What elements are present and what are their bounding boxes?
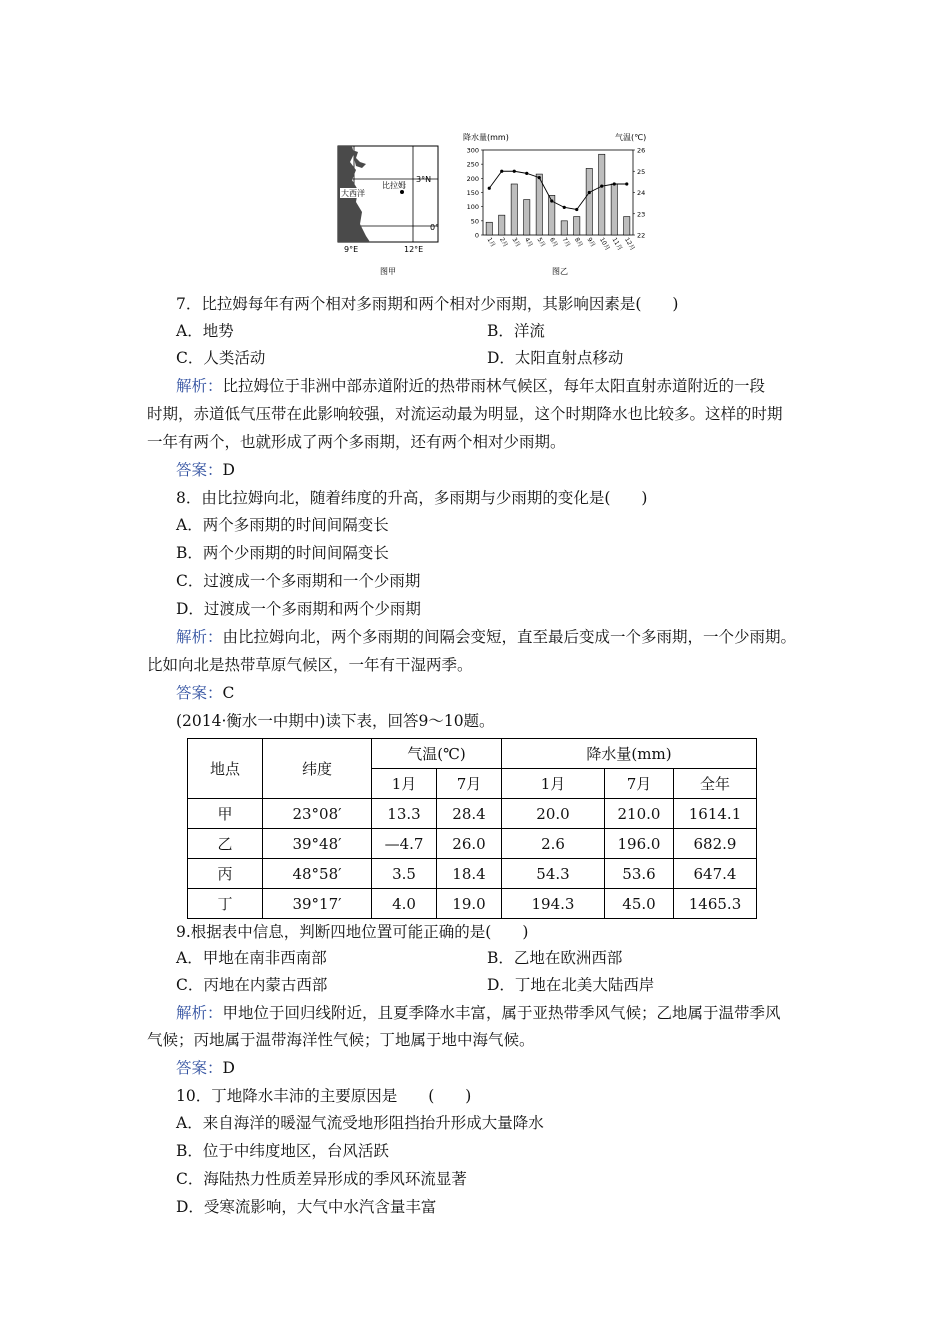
q8-answer: 答案：C — [176, 684, 235, 702]
chart-left-axis-title: 降水量(mm) — [463, 133, 509, 142]
month-tick-label: 7月 — [560, 236, 572, 249]
precip-bar — [536, 174, 542, 235]
month-tick-label: 6月 — [548, 236, 559, 249]
temperature-point — [588, 191, 591, 194]
temperature-point — [538, 176, 541, 179]
city-label: 比拉姆 — [382, 181, 406, 190]
left-tick-label: 50 — [470, 217, 479, 226]
precip-bar — [574, 217, 580, 235]
table-row: 丙 48°58′ 3.5 18.4 54.3 53.6 647.4 — [188, 859, 757, 889]
q7-answer: 答案：D — [176, 461, 235, 479]
q8-explanation-label: 解析： — [176, 628, 223, 646]
left-tick-label: 250 — [466, 160, 479, 169]
table-row: 乙 39°48′ —4.7 26.0 2.6 196.0 682.9 — [188, 829, 757, 859]
right-tick-label: 23 — [637, 210, 646, 219]
chart-plot-frame — [483, 150, 633, 235]
q9-stem: 9.根据表中信息，判断四地位置可能正确的是( ) — [176, 923, 529, 941]
q8-option-a: A．两个多雨期的时间间隔变长 — [176, 516, 389, 534]
q7-stem: 7．比拉姆每年有两个相对多雨期和两个相对少雨期，其影响因素是( ) — [176, 295, 679, 313]
q8-option-b: B．两个少雨期的时间间隔变长 — [176, 544, 389, 562]
chart-caption: 图乙 — [552, 267, 568, 276]
right-tick-label: 22 — [637, 231, 646, 240]
q9-answer: 答案：D — [176, 1059, 235, 1077]
header-precipitation: 降水量(mm) — [502, 739, 757, 769]
chart-right-axis-title: 气温(℃) — [615, 133, 647, 142]
header-temp-jan: 1月 — [372, 769, 437, 799]
header-temp-jul: 7月 — [437, 769, 502, 799]
temperature-point — [613, 182, 616, 185]
q8-stem: 8．由比拉姆向北，随着纬度的升高，多雨期与少雨期的变化是( ) — [176, 489, 648, 507]
temperature-point — [525, 172, 528, 175]
q7-explanation-label: 解析： — [176, 377, 223, 395]
right-tick-label: 25 — [637, 167, 646, 176]
q8-explanation-line-2: 比如向北是热带草原气候区，一年有干湿两季。 — [147, 656, 473, 674]
ocean-label: 大西洋 — [341, 189, 365, 198]
header-latitude: 纬度 — [263, 739, 372, 799]
q10-option-b: B．位于中纬度地区，台风活跃 — [176, 1142, 389, 1160]
temperature-point — [550, 199, 553, 202]
temperature-point — [575, 208, 578, 211]
precip-bar — [586, 168, 592, 235]
q7-explanation-line-3: 一年有两个，也就形成了两个多雨期，还有两个相对少雨期。 — [147, 433, 566, 451]
table-intro: (2014·衡水一中期中)读下表，回答9～10题。 — [176, 712, 495, 730]
left-tick-label: 100 — [466, 203, 479, 212]
temperature-point — [513, 170, 516, 173]
header-precip-jan: 1月 — [502, 769, 605, 799]
q9-explanation-line-1: 解析：甲地位于回归线附近，且夏季降水丰富，属于亚热带季风气候；乙地属于温带季风 — [176, 1004, 781, 1022]
q7-option-c: C．人类活动 — [176, 349, 266, 367]
precip-bar — [486, 222, 492, 235]
q9-explanation-label: 解析： — [176, 1004, 223, 1022]
temperature-point — [563, 206, 566, 209]
header-precip-jul: 7月 — [605, 769, 674, 799]
precip-bar — [561, 221, 567, 235]
precip-bar — [524, 200, 530, 235]
city-marker — [400, 190, 404, 194]
q8-option-c: C．过渡成一个多雨期和一个少雨期 — [176, 572, 421, 590]
temperature-point — [625, 182, 628, 185]
month-tick-label: 2月 — [498, 236, 509, 249]
q8-option-d: D．过渡成一个多雨期和两个少雨期 — [176, 600, 421, 618]
left-tick-label: 200 — [466, 174, 479, 183]
climate-chart — [455, 130, 665, 280]
q9-option-b: B．乙地在欧洲西部 — [487, 949, 623, 967]
q8-explanation-line-1: 解析：由比拉姆向北，两个多雨期的间隔会变短，直至最后变成一个多雨期，一个少雨期。 — [176, 628, 797, 646]
table-row: 丁 39°17′ 4.0 19.0 194.3 45.0 1465.3 — [188, 889, 757, 919]
temperature-point — [600, 185, 603, 188]
map-figure — [330, 140, 445, 280]
month-tick-label: 10月 — [598, 236, 611, 252]
q7-option-d: D．太阳直射点移动 — [487, 349, 624, 367]
lat-3n-label: 3°N — [416, 175, 432, 184]
q9-answer-label: 答案： — [176, 1059, 223, 1077]
map-caption: 图甲 — [380, 267, 396, 276]
q8-answer-label: 答案： — [176, 684, 223, 702]
q7-option-b: B．洋流 — [487, 322, 545, 340]
month-tick-label: 5月 — [535, 236, 547, 249]
right-tick-label: 24 — [637, 189, 646, 197]
q7-option-a: A．地势 — [176, 322, 234, 340]
q9-option-a: A．甲地在南非西南部 — [176, 949, 327, 967]
month-tick-label: 12月 — [623, 236, 636, 252]
month-tick-label: 8月 — [573, 236, 584, 249]
lon-12e-label: 12°E — [404, 245, 424, 254]
left-tick-label: 0 — [474, 231, 479, 240]
temperature-point — [500, 170, 503, 173]
month-tick-label: 3月 — [510, 236, 522, 249]
left-tick-label: 300 — [466, 146, 479, 155]
month-tick-label: 9月 — [585, 236, 597, 249]
month-tick-label: 1月 — [485, 236, 497, 249]
q10-option-d: D．受寒流影响，大气中水汽含量丰富 — [176, 1198, 437, 1216]
precip-bar — [624, 217, 630, 235]
right-tick-label: 26 — [637, 146, 646, 155]
lon-9e-label: 9°E — [344, 245, 359, 254]
table-row: 甲 23°08′ 13.3 28.4 20.0 210.0 1614.1 — [188, 799, 757, 829]
header-place: 地点 — [188, 739, 263, 799]
precip-bar — [499, 215, 505, 235]
precip-bar — [511, 184, 517, 235]
q9-option-c: C．丙地在内蒙古西部 — [176, 976, 328, 994]
month-tick-label: 11月 — [610, 236, 624, 252]
q10-option-c: C．海陆热力性质差异形成的季风环流显著 — [176, 1170, 467, 1188]
left-tick-label: 150 — [466, 189, 479, 197]
month-tick-label: 4月 — [523, 236, 534, 249]
q10-stem: 10．丁地降水丰沛的主要原因是 ( ) — [176, 1087, 472, 1105]
temperature-line — [489, 171, 627, 209]
temperature-point — [488, 187, 491, 190]
q10-option-a: A．来自海洋的暖湿气流受地形阻挡抬升形成大量降水 — [176, 1114, 544, 1132]
q7-explanation-line-2: 时期，赤道低气压带在此影响较强，对流运动最为明显，这个时期降水也比较多。这样的时期 — [147, 405, 783, 423]
header-temperature: 气温(℃) — [372, 739, 502, 769]
precip-bar — [611, 184, 617, 235]
q9-option-d: D．丁地在北美大陆西岸 — [487, 976, 655, 994]
q7-answer-label: 答案： — [176, 461, 223, 479]
climate-data-table — [187, 738, 757, 919]
q9-explanation-line-2: 气候；丙地属于温带海洋性气候；丁地属于地中海气候。 — [147, 1031, 535, 1049]
lat-0-label: 0° — [430, 223, 440, 232]
q7-explanation-line-1: 解析：比拉姆位于非洲中部赤道附近的热带雨林气候区，每年太阳直射赤道附近的一段 — [176, 377, 766, 395]
header-precip-year: 全年 — [674, 769, 757, 799]
precip-bar — [599, 154, 605, 235]
